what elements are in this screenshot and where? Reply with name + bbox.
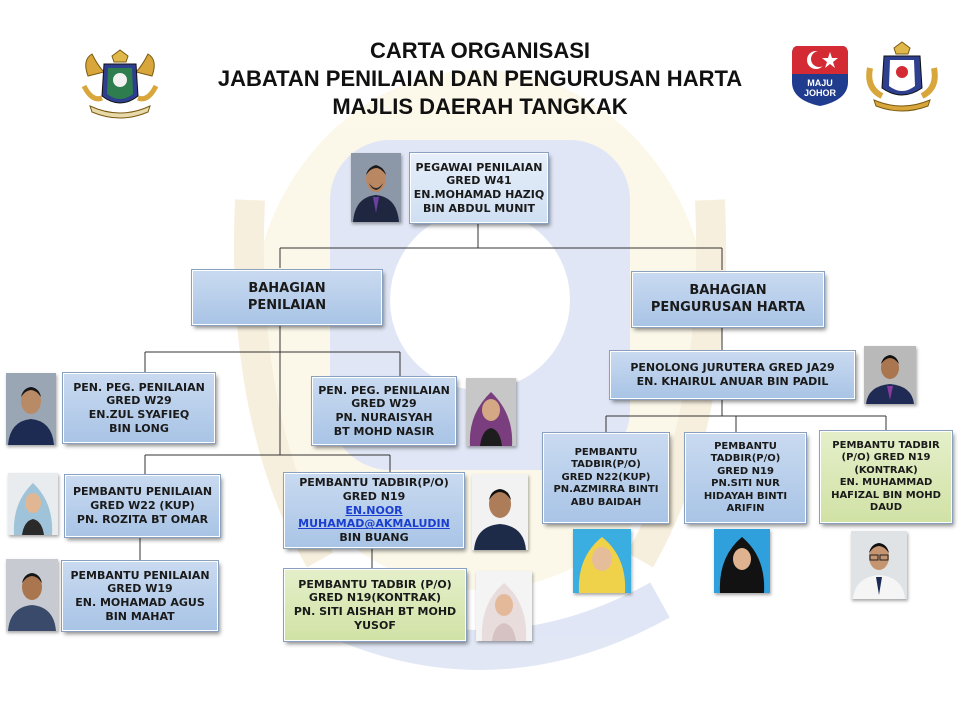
portrait-azmirra — [573, 529, 631, 593]
staff-line: PEMBANTU TADBIR(P/O) — [299, 476, 449, 490]
staff-line: PEN. PEG. PENILAIAN — [318, 383, 450, 397]
head-line: GRED W41 — [446, 174, 512, 188]
division-pengurusan-box — [632, 272, 824, 327]
staff-line: BT MOHD NASIR — [333, 424, 435, 438]
chart-title-line2: JABATAN PENILAIAN DAN PENGURUSAN HARTA — [217, 66, 743, 91]
staff-line: EN. MUHAMMAD — [839, 477, 933, 488]
portrait-agus — [6, 559, 58, 631]
staff-line: TADBIR(P/O) — [710, 453, 781, 464]
staff-line: PEMBANTU TADBIR — [832, 439, 940, 451]
portrait-hidayah — [714, 529, 770, 593]
head-line: PEGAWAI PENILAIAN — [415, 160, 543, 174]
staff-line: GRED N19 — [717, 465, 774, 477]
staff-line: TADBIR(P/O) — [571, 459, 641, 471]
staff-rozita-box — [65, 475, 220, 537]
staff-aishah-box — [284, 569, 466, 641]
division-line: BAHAGIAN — [689, 283, 767, 299]
staff-line: PEMBANTU PENILAIAN — [70, 568, 210, 582]
staff-line: YUSOF — [354, 618, 396, 632]
staff-hafizal-box — [820, 431, 952, 523]
staff-line: EN.ZUL SYAFIEQ — [88, 408, 190, 421]
division-line: PENGURUSAN HARTA — [650, 299, 806, 315]
staff-line: BIN BUANG — [339, 531, 409, 545]
staff-line: EN. KHAIRUL ANUAR BIN PADIL — [636, 375, 829, 388]
maju-johor-logo — [790, 42, 850, 108]
staff-agus-box — [62, 561, 218, 631]
division-line: PENILAIAN — [247, 297, 327, 313]
staff-line: DAUD — [869, 502, 903, 513]
portrait-rozita — [8, 473, 58, 535]
staff-azmirra-box — [543, 433, 669, 523]
maju-johor-text-1: MAJU — [807, 78, 833, 88]
staff-line: BIN MAHAT — [105, 609, 175, 623]
staff-line: GRED N19(KONTRAK) — [308, 591, 442, 605]
portrait-noor — [472, 474, 528, 550]
head-box — [410, 153, 548, 223]
staff-line: BIN LONG — [109, 421, 169, 435]
chart-title-line1: CARTA ORGANISASI — [370, 38, 590, 63]
staff-line: PN. NURAISYAH — [335, 411, 433, 424]
staff-hidayah-box — [685, 433, 806, 523]
staff-line: GRED W29 — [351, 397, 417, 411]
portrait-nuraisyah — [466, 378, 516, 446]
staff-line: PEMBANTU — [574, 446, 638, 458]
staff-line: PEMBANTU PENILAIAN — [72, 485, 213, 499]
staff-line: GRED W22 (KUP) — [90, 499, 195, 513]
staff-line: (KONTRAK) — [854, 464, 918, 476]
portrait-khairul — [864, 346, 916, 404]
staff-line: HIDAYAH BINTI — [703, 490, 788, 502]
division-line: BAHAGIAN — [248, 281, 326, 297]
maju-johor-text-2: JOHOR — [803, 88, 837, 98]
portrait-aishah — [476, 571, 532, 641]
staff-line: ABU BAIDAH — [570, 496, 642, 508]
chart-title-line3: MAJLIS DAERAH TANGKAK — [332, 94, 628, 119]
johor-crest-logo — [864, 40, 940, 114]
portrait-hafizal — [851, 531, 907, 599]
johor-coat-of-arms-logo — [78, 46, 162, 120]
portrait-haziq — [351, 153, 401, 222]
head-line: BIN ABDUL MUNIT — [423, 201, 535, 215]
staff-line: ARIFIN — [726, 503, 765, 514]
staff-line: GRED N19 — [342, 489, 406, 503]
staff-noor-box — [284, 473, 464, 548]
staff-line: PEMBANTU TADBIR (P/O) — [298, 577, 452, 591]
staff-nuraisyah-box — [312, 377, 456, 445]
staff-line: PN.SITI NUR — [711, 478, 780, 489]
staff-line: PEMBANTU — [714, 440, 777, 452]
staff-line: GRED W29 — [106, 394, 172, 408]
staff-line: PN. ROZITA BT OMAR — [76, 512, 209, 526]
staff-line: PENOLONG JURUTERA GRED JA29 — [630, 361, 835, 375]
staff-name-link[interactable]: EN.NOOR — [345, 503, 403, 517]
staff-line: (P/O) GRED N19 — [841, 452, 931, 463]
staff-zul-box — [63, 373, 215, 443]
staff-line: PN. SITI AISHAH BT MOHD — [293, 605, 457, 618]
head-line: EN.MOHAMAD HAZIQ — [413, 188, 545, 201]
staff-name-link[interactable]: MUHAMAD@AKMALUDIN — [298, 517, 450, 531]
staff-khairul-box — [610, 351, 855, 399]
staff-line: GRED N22(KUP) — [561, 471, 651, 483]
staff-line: PEN. PEG. PENILAIAN — [73, 380, 205, 394]
portrait-zul — [6, 373, 56, 445]
staff-line: GRED W19 — [107, 582, 173, 596]
division-penilaian-box — [192, 270, 382, 325]
staff-line: HAFIZAL BIN MOHD — [831, 489, 941, 501]
staff-line: EN. MOHAMAD AGUS — [75, 596, 205, 609]
staff-line: PN.AZMIRRA BINTI — [553, 484, 659, 496]
